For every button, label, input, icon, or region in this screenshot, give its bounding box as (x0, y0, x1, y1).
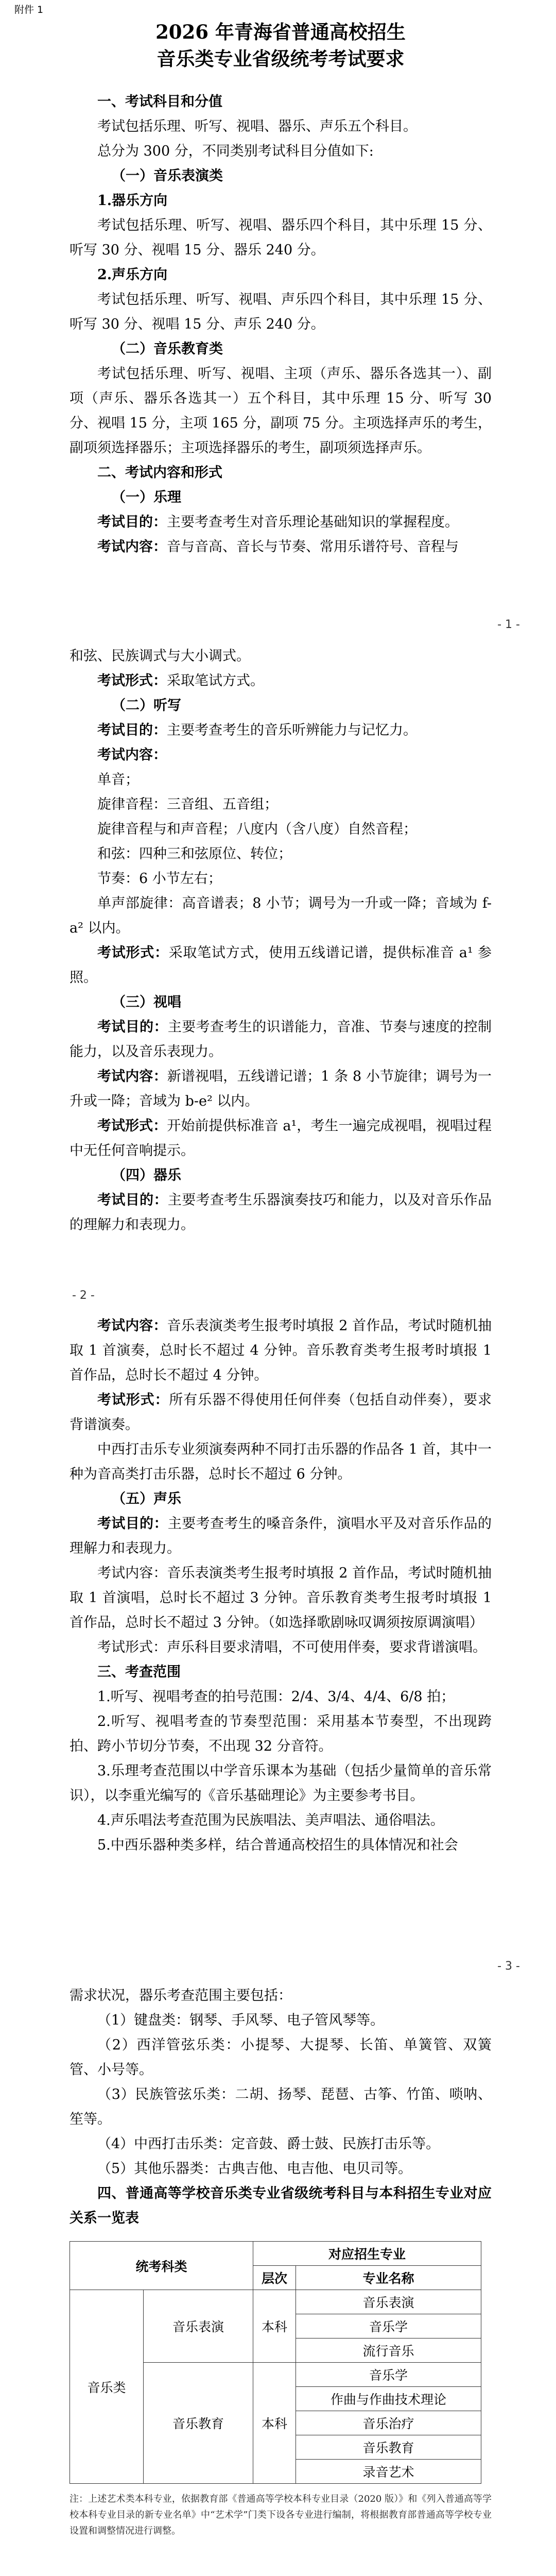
paragraph: 考试包括乐理、听写、视唱、声乐四个科目，其中乐理 15 分、听写 30 分、视唱 15 分、声乐 240 分。 (70, 292, 492, 332)
table-cell: 音乐表演 (296, 2290, 481, 2314)
text: 主要考查考生乐器演奏技巧和能力，以及对音乐作品的理解力和表现力。 (70, 1192, 492, 1233)
doc-title-line-1: 2026 年青海省普通高校招生 (155, 21, 406, 43)
annex-label: 附件 1 (14, 4, 44, 15)
text: 音与音高、音长与节奏、常用乐谱符号、音程与 (167, 539, 459, 555)
label: 考试内容： (97, 1318, 167, 1334)
list-item: （3）民族管弦乐类：二胡、扬琴、琵琶、古筝、竹笛、唢呐、笙等。 (70, 2087, 492, 2127)
paragraph: 和弦：四种三和弦原位、转位； (97, 846, 292, 862)
table-cell: 音乐教育 (144, 2363, 253, 2484)
paragraph (70, 1114, 492, 1163)
table-cell: 音乐表演 (144, 2290, 253, 2363)
label: 考试形式： (97, 1118, 167, 1134)
text: 新谱视唱，五线谱记谱；1 条 8 小节旋律；调号为一升或一降；音域为 b-e² 以内。 (70, 1069, 492, 1109)
label: 考试目的： (97, 514, 167, 530)
text: 采取笔试方式。 (167, 673, 264, 689)
paragraph (70, 1064, 492, 1114)
label: 考试目的： (97, 1516, 168, 1532)
table-header-row (70, 2242, 481, 2266)
table-cell: 作曲与作曲技术理论 (296, 2387, 481, 2411)
list-item: （2）西洋管弦乐类：小提琴、大提琴、长笛、单簧管、双簧管、小号等。 (70, 2037, 492, 2078)
text: 主要考查考生的音乐听辨能力与记忆力。 (167, 722, 417, 738)
list-item: （5）其他乐器类：古典吉他、电吉他、电贝司等。 (97, 2161, 412, 2177)
paragraph: 和弦、民族调式与大小调式。 (70, 648, 250, 664)
page-2 (0, 639, 556, 1309)
label: 考试目的： (97, 722, 167, 738)
paragraph (70, 941, 492, 990)
section-heading: 一、考试科目和分值 (97, 94, 222, 110)
page-3 (0, 1309, 556, 1978)
page-number: - 1 - (497, 618, 520, 631)
paragraph: 考试形式：声乐科目要求清唱，不可使用伴奏，要求背谱演唱。 (97, 1639, 486, 1655)
page-4 (0, 1978, 556, 2576)
table-cell: 流行音乐 (296, 2338, 481, 2363)
page-number: - 2 - (72, 1289, 95, 1302)
text: 音乐表演类考生报考时填报 2 首作品，考试时随机抽取 1 首演奏，总时长不超过 4 分钟。音乐教育类考生报考时填报 1 首作品，总时长不超过 4 分钟。 (70, 1318, 492, 1383)
list-item: （1）键盘类：钢琴、手风琴、电子管风琴等。 (97, 2012, 385, 2028)
paragraph: 中西打击乐专业须演奏两种不同打击乐器的作品各 1 首，其中一种为音高类打击乐器，总时长不超过 6 分钟。 (70, 1442, 492, 1482)
paragraph: 总分为 300 分，不同类别考试科目分值如下: (97, 143, 374, 159)
section-heading: 三、考查范围 (97, 1664, 181, 1680)
text: 主要考查考生的识谱能力，音准、节奏与速度的控制能力，以及音乐表现力。 (70, 1019, 492, 1060)
table-cell: 音乐学 (296, 2314, 481, 2338)
paragraph: 单音； (97, 772, 139, 788)
text: 开始前提供标准音 a¹，考生一遍完成视唱，视唱过程中无任何音响提示。 (70, 1118, 492, 1159)
page-1 (0, 0, 556, 639)
table-header: 专业名称 (296, 2266, 481, 2290)
paragraph: 旋律音程：三音组、五音组； (97, 796, 278, 812)
doc-title-line-2: 音乐类专业省级统考考试要求 (157, 47, 405, 70)
text: 所有乐器不得使用任何伴奏（包括自动伴奏），要求背谱演奏。 (70, 1392, 492, 1433)
paragraph: 考试内容：音乐表演类考生报考时填报 2 首作品，考试时随机抽取 1 首演唱，总时长不超过 3 分钟。音乐教育类考生报考时填报 1 首作品，总时长不超过 3 分钟。（如选择歌剧咏叹调须按原调演唱） (70, 1565, 492, 1631)
subsection-heading: （一）音乐表演类 (112, 168, 223, 184)
subsection-heading: （三）视唱 (112, 994, 181, 1010)
section-heading: 二、考试内容和形式 (97, 465, 222, 481)
paragraph: 考试包括乐理、听写、视唱、器乐四个科目，其中乐理 15 分、听写 30 分、视唱 15 分、器乐 240 分。 (70, 217, 492, 258)
subsection-heading: 1.器乐方向 (97, 193, 168, 209)
subsection-heading: 2.声乐方向 (97, 267, 168, 283)
paragraph (70, 1512, 492, 1561)
table-header: 层次 (253, 2266, 296, 2290)
paragraph: 4.声乐唱法考查范围为民族唱法、美声唱法、通俗唱法。 (97, 1812, 444, 1828)
text: 主要考查考生对音乐理论基础知识的掌握程度。 (167, 514, 459, 530)
paragraph: 旋律音程与和声音程；八度内（含八度）自然音程； (97, 821, 417, 837)
label: 考试内容： (97, 747, 167, 763)
list-item: （4）中西打击乐类：定音鼓、爵士鼓、民族打击乐等。 (97, 2136, 440, 2152)
paragraph: 考试包括乐理、听写、视唱、主项（声乐、器乐各选其一）、副项（声乐、器乐各选其一）五个科目，其中乐理 15 分、听写 30 分、视唱 15 分，主项 165 分，副项 75 分。主项选择声乐的考生，副项须选择器乐；主项选择器乐的考生，副项须选择声乐。 (70, 366, 492, 456)
paragraph (70, 669, 492, 693)
label: 考试目的： (97, 1019, 168, 1035)
major-mapping-table (70, 2241, 481, 2484)
table-note: 注：上述艺术类本科专业，依据教育部《普通高等学校本科专业目录（2020 版）》和《列入普通高等学校本科专业目录的新专业名单》中“艺术学”门类下设各专业进行编制，将根据教育部普通高等学校专业设置和调整情况进行调整。 (70, 2494, 492, 2536)
section-heading: 四、普通高等学校音乐类专业省级统考科目与本科招生专业对应关系一览表 (70, 2185, 492, 2226)
label: 考试形式： (97, 945, 169, 961)
table-cell: 音乐教育 (296, 2435, 481, 2460)
table-cell: 本科 (253, 2363, 296, 2484)
paragraph (70, 1188, 492, 1238)
table-header: 对应招生专业 (253, 2242, 481, 2266)
subsection-heading: （四）器乐 (112, 1167, 181, 1183)
table-header: 统考科类 (70, 2242, 253, 2290)
label: 考试目的： (97, 1192, 168, 1208)
label: 考试形式： (97, 673, 167, 689)
paragraph: 1.听写、视唱考查的拍号范围：2/4、3/4、4/4、6/8 拍； (97, 1689, 455, 1705)
table-cell: 音乐治疗 (296, 2411, 481, 2435)
label: 考试内容： (97, 1069, 167, 1084)
table-cell: 本科 (253, 2290, 296, 2363)
paragraph (70, 718, 492, 743)
table-cell: 音乐类 (70, 2290, 144, 2484)
paragraph (70, 510, 492, 535)
paragraph (70, 1314, 492, 1388)
subsection-heading: （一）乐理 (112, 489, 181, 505)
paragraph (70, 1388, 492, 1437)
label: 考试内容： (97, 539, 167, 555)
paragraph: 考试包括乐理、听写、视唱、器乐、声乐五个科目。 (97, 118, 417, 134)
table-cell: 录音艺术 (296, 2460, 481, 2484)
paragraph: 节奏：6 小节左右； (97, 871, 222, 887)
paragraph: 2.听写、视唱考查的节奏型范围：采用基本节奏型，不出现跨拍、跨小节切分节奏，不出现 32 分音符。 (70, 1714, 492, 1754)
subsection-heading: （二）音乐教育类 (112, 341, 223, 357)
subsection-heading: （二）听写 (112, 698, 181, 714)
table-cell: 音乐学 (296, 2363, 481, 2387)
page-number: - 3 - (497, 1960, 520, 1973)
paragraph: 5.中西乐器种类多样，结合普通高校招生的具体情况和社会 (97, 1837, 458, 1853)
text: 主要考查考生的嗓音条件，演唱水平及对音乐作品的理解力和表现力。 (70, 1516, 492, 1556)
label: 考试形式： (97, 1392, 169, 1408)
table-row (70, 2290, 481, 2314)
paragraph (70, 535, 492, 560)
text: 采取笔试方式，使用五线谱记谱，提供标准音 a¹ 参照。 (70, 945, 492, 986)
paragraph: 单声部旋律：高音谱表；8 小节；调号为一升或一降；音域为 f-a² 以内。 (70, 895, 492, 936)
paragraph (70, 1015, 492, 1064)
paragraph: 需求状况，器乐考查范围主要包括： (70, 1988, 292, 2004)
subsection-heading: （五）声乐 (112, 1491, 181, 1507)
paragraph: 3.乐理考查范围以中学音乐课本为基础（包括少量简单的音乐常识），以李重光编写的《音乐基础理论》为主要参考书目。 (70, 1763, 492, 1804)
